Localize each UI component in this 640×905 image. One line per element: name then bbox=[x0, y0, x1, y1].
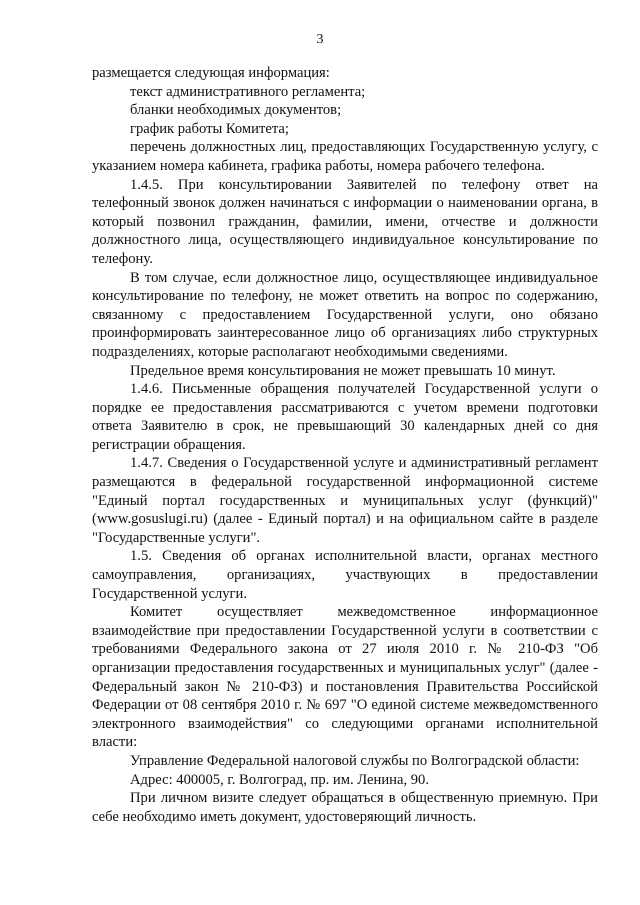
paragraph: 1.4.7. Сведения о Государственной услуге и административный регламент размещаются в федеральной государственной информационной системе "Единый портал государственных и муниципальных услуг (функций)" (www.gosuslugi.ru) (далее - Единый портал) и на официальном сайте в разделе "Государственные услуги". bbox=[92, 455, 598, 546]
paragraph: 1.5. Сведения об органах исполнительной власти, органах местного самоуправления, организациях, участвующих в предоставлении Государственной услуги. bbox=[92, 548, 598, 602]
paragraph: текст административного регламента; bbox=[130, 83, 366, 100]
paragraph: бланки необходимых документов; bbox=[130, 102, 342, 119]
document-body bbox=[92, 64, 598, 826]
paragraph: размещается следующая информация: bbox=[92, 65, 330, 81]
page-number: 3 bbox=[316, 32, 324, 47]
paragraph: 1.4.5. При консультировании Заявителей по телефону ответ на телефонный звонок должен начинаться с информации о наименовании органа, в который позвонил гражданин, фамилии, имени, отчестве и должности должностного лица, осуществляющего индивидуальное консультирование по телефону. bbox=[92, 176, 598, 267]
paragraph: график работы Комитета; bbox=[130, 120, 289, 137]
paragraph: Предельное время консультирования не может превышать 10 минут. bbox=[130, 362, 556, 379]
paragraph: Управление Федеральной налоговой службы по Волгоградской области: bbox=[130, 752, 580, 769]
paragraph: 1.4.6. Письменные обращения получателей Государственной услуги о порядке ее предоставления рассматриваются с учетом времени подготовки ответа Заявителю в срок, не превышающий 30 календарных дней со дня регистрации обращения. bbox=[92, 381, 598, 453]
paragraph: Адрес: 400005, г. Волгоград, пр. им. Ленина, 90. bbox=[130, 771, 429, 788]
paragraph: При личном визите следует обращаться в общественную приемную. При себе необходимо иметь документ, удостоверяющий личность. bbox=[92, 790, 598, 825]
paragraph: Комитет осуществляет межведомственное информационное взаимодействие при предоставлении Государственной услуги в соответствии с требованиями Федерального закона от 27 июля 2010 г. № 210-ФЗ "Об организации предоставления государственных и муниципальных услуг" (далее - Федеральный закон № 210-ФЗ) и постановления Правительства Российской Федерации от 08 сентября 2010 г. № 697 "О единой системе межведомственного электронного взаимодействия" со следующими органами исполнительной власти: bbox=[92, 604, 598, 751]
paragraph: перечень должностных лиц, предоставляющих Государственную услугу, с указанием номера кабинета, графика работы, номера рабочего телефона. bbox=[92, 139, 598, 174]
paragraph: В том случае, если должностное лицо, осуществляющее индивидуальное консультирование по телефону, не может ответить на вопрос по содержанию, связанному с предоставлением Государственной услуги, оно обязано проинформировать заинтересованное лицо об организациях либо структурных подразделениях, которые располагают необходимыми сведениями. bbox=[92, 269, 598, 360]
